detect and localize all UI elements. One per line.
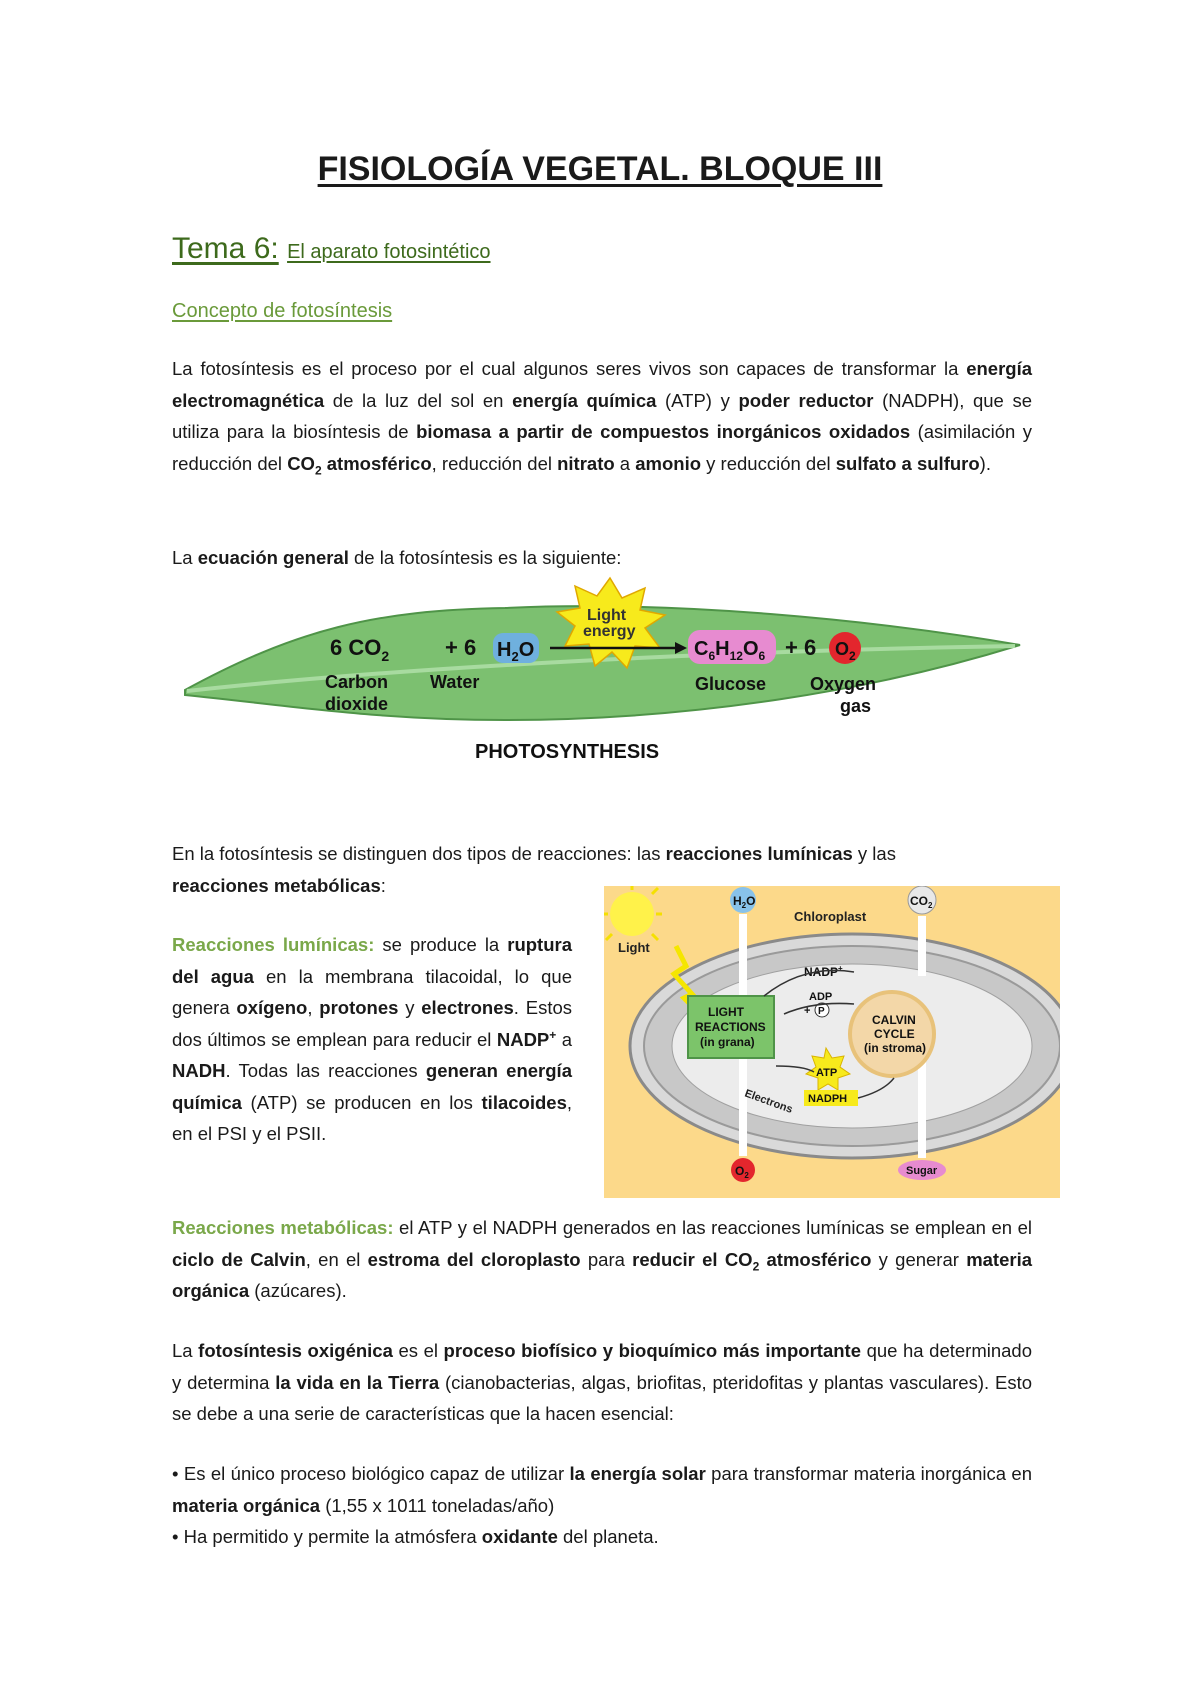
svg-text:Light: Light [618, 940, 650, 955]
bullet-solar-energy: • Es el único proceso biológico capaz de utilizar la energía solar para transformar materia inorgánica en materia orgánica (1,55 x 1011 toneladas/año) [172, 1463, 1032, 1516]
svg-text:C6H12O6: $C_6H_{12}O_6$ [694, 638, 766, 663]
paragraph-light-reactions: Reacciones lumínicas: se produce la ruptura del agua en la membrana tilacoidal, lo que genera oxígeno, protones y electrones. Estos dos últimos se emplean para reducir el NADP+ a NADH. Todas las reacciones generan energía química (ATP) se producen en los tilacoides, en el PSI y el PSII. [172, 934, 572, 1144]
svg-text:H2O: $H_2O$ [733, 894, 756, 910]
svg-text:+ 6: + 6 [785, 635, 817, 660]
svg-text:gas: gas [840, 696, 872, 716]
paragraph-definition: La fotosíntesis es el proceso por el cual algunos seres vivos son capaces de transformar la energía electromagnética de la luz del sol en energía química (ATP) y poder reductor (NADPH), que se utiliza para la biosíntesis de biomasa a partir de compuestos inorgánicos oxidados (asimilación y reducción del $CO_2$ atmosférico, reducción del nitrato a amonio y reducción del sulfato a sulfuro). [172, 358, 1032, 478]
svg-text:CYCLE: CYCLE [874, 1027, 915, 1041]
section-heading: Concepto de fotosíntesis [172, 300, 393, 322]
sun-icon [610, 892, 654, 936]
svg-text:CALVIN: CALVIN [872, 1013, 916, 1027]
svg-text:P: P [818, 1006, 825, 1017]
svg-text:ADP: ADP [809, 991, 833, 1003]
svg-text:Electrons: Electrons [742, 1087, 795, 1116]
paragraph-metabolic-reactions: Reacciones metabólicas: el ATP y el NADPH generados en las reacciones lumínicas se emplean en el ciclo de Calvin, en el estroma del cloroplasto para reducir el $CO_2$ atmosférico y generar materia orgánica (azúcares). [172, 1217, 1033, 1301]
tema-heading [172, 232, 491, 266]
svg-text:NADP+: NADP+ [804, 964, 843, 979]
svg-text:CO2: $CO_2$ [910, 894, 933, 910]
document-title: FISIOLOGÍA VEGETAL. BLOQUE III [317, 150, 883, 188]
tema-title: El aparato fotosintético [287, 241, 491, 263]
light-reactions-label: Reacciones lumínicas: [172, 934, 375, 955]
svg-text:O2: $O_2$ [735, 1164, 749, 1180]
bullet-oxidant-atmosphere: • Ha permitido y permite la atmósfera oxidante del planeta. [172, 1526, 659, 1547]
svg-text:Water: Water [430, 672, 480, 692]
paragraph-equation-intro: La ecuación general de la fotosíntesis es la siguiente: [172, 547, 622, 568]
svg-text:Sugar: Sugar [906, 1165, 938, 1177]
photosynthesis-equation-figure [175, 570, 1035, 765]
svg-text:H2O: $H_2O$ [497, 639, 535, 664]
paragraph-reaction-types: En la fotosíntesis se distinguen dos tipos de reacciones: las reacciones lumínicas y las reacciones metabólicas: [172, 843, 896, 896]
svg-text:REACTIONS: REACTIONS [695, 1020, 766, 1034]
chloroplast-diagram [604, 886, 1060, 1198]
metabolic-reactions-label: Reacciones metabólicas: [172, 1217, 394, 1238]
svg-text:ATP: ATP [816, 1067, 838, 1079]
svg-text:Oxygen: Oxygen [810, 674, 877, 694]
paragraph-oxygenic: La fotosíntesis oxigénica es el proceso biofísico y bioquímico más importante que ha determinado y determina la vida en la Tierra (cianobacterias, algas, briofitas, pteridofitas y plantas vasculares). Esto se debe a una serie de características que la hacen esencial: [172, 1340, 1033, 1424]
svg-text:+ 6: + 6 [445, 635, 477, 660]
svg-text:(in grana): (in grana) [700, 1035, 755, 1049]
tema-number: Tema 6: [172, 232, 279, 265]
svg-text:LIGHT: LIGHT [708, 1005, 744, 1019]
svg-text:Light: Light [587, 607, 627, 624]
svg-text:energy: energy [583, 623, 636, 640]
svg-text:6 CO2: 6 $CO_2$ [330, 635, 390, 664]
svg-text:dioxide: dioxide [325, 694, 389, 714]
svg-text:PHOTOSYNTHESIS: PHOTOSYNTHESIS [475, 741, 660, 763]
svg-text:(in stroma): (in stroma) [864, 1041, 927, 1055]
svg-text:NADPH: NADPH [808, 1093, 848, 1105]
svg-text:Chloroplast: Chloroplast [794, 909, 867, 924]
svg-text:O2: $O_2$ [835, 639, 856, 663]
svg-text:Carbon: Carbon [325, 672, 388, 692]
svg-text:Glucose: Glucose [695, 674, 767, 694]
svg-text:+: + [804, 1005, 811, 1017]
